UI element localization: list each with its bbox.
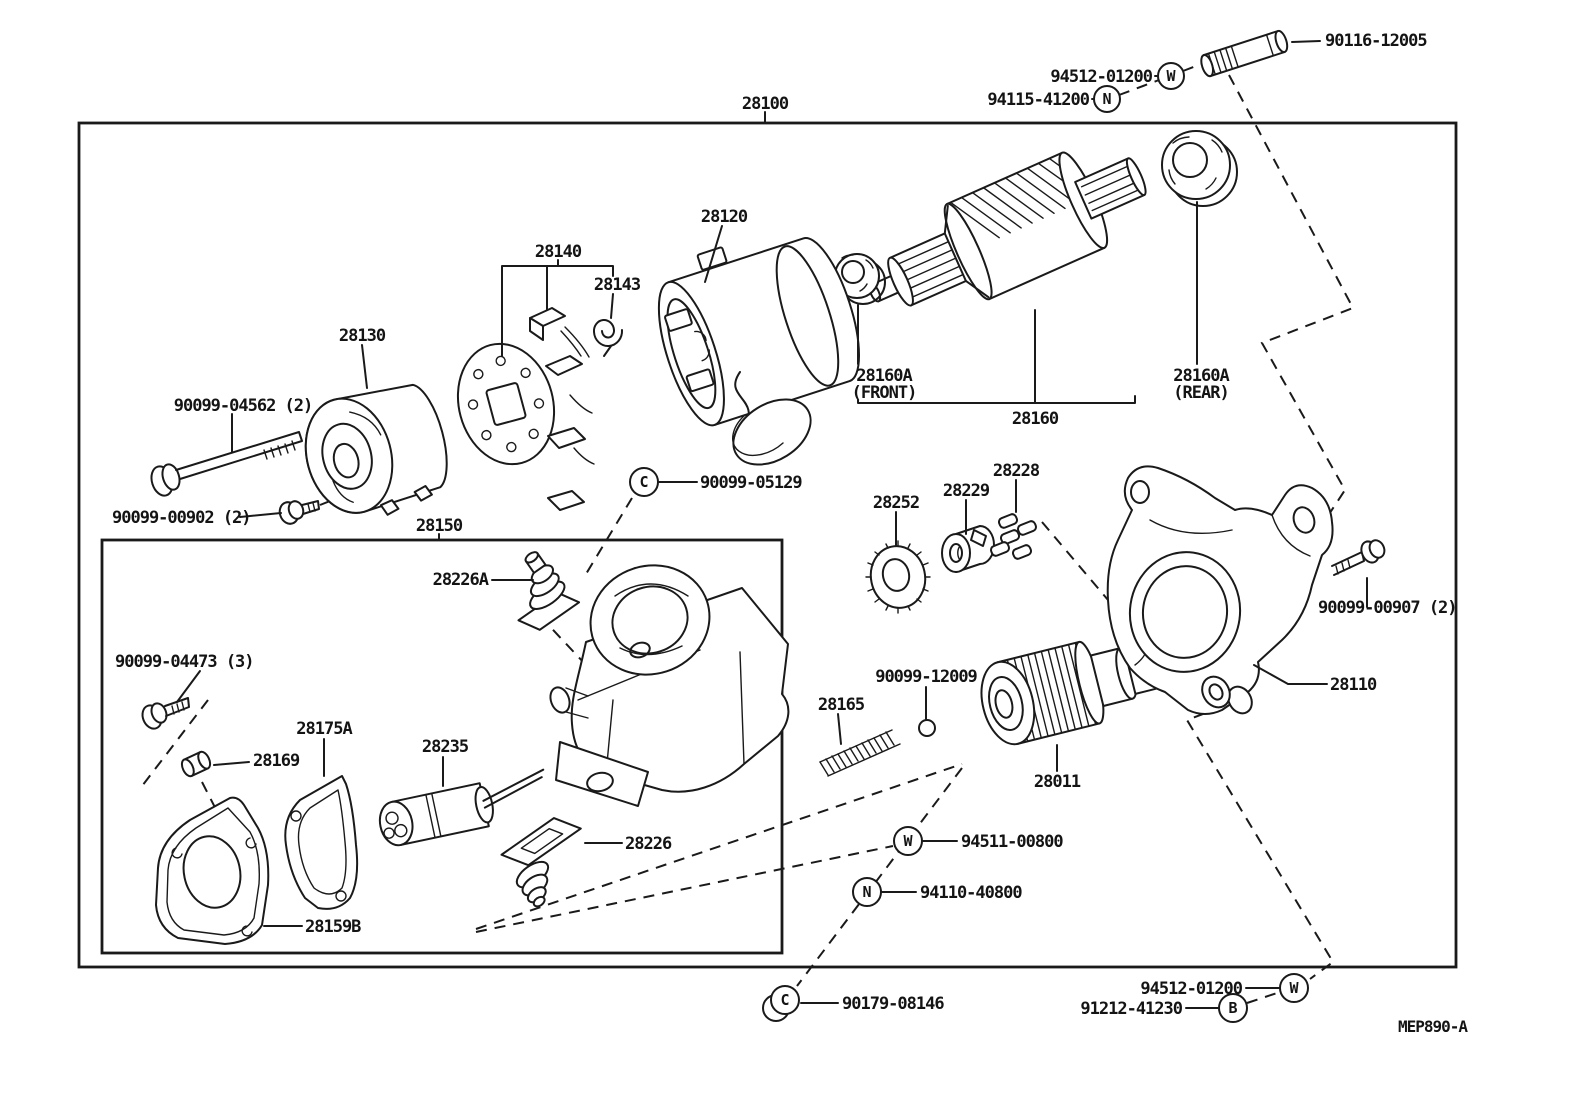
label-rollers: 28228 — [992, 461, 1040, 481]
label-bearing-front-1: 28160A — [856, 366, 912, 386]
label-through-bolt: 90099-04562 (2) — [173, 396, 313, 416]
label-terminal-a: 28226A — [432, 570, 488, 590]
label-bearing-rear-2: (REAR) — [1173, 383, 1229, 403]
screw-drawing — [277, 499, 319, 526]
washer-symbol-mid — [894, 827, 922, 855]
spring-drawing — [820, 730, 900, 776]
washer-symbol-top-letter: W — [1166, 67, 1176, 85]
label-bearing-rear-1: 28160A — [1173, 366, 1229, 386]
washer-symbol-bottom — [1280, 974, 1308, 1002]
clip-symbol-mid-letter: C — [639, 473, 649, 491]
bolt-three-drawing — [139, 698, 189, 731]
label-motor: 28235 — [421, 737, 469, 757]
nut-symbol-top — [1094, 86, 1120, 112]
label-bearing-bottom: 91212-41230 — [1080, 999, 1182, 1019]
label-gasket: 28175A — [296, 719, 352, 739]
through-bolt-drawing — [148, 432, 302, 498]
label-ball: 90099-12009 — [875, 667, 977, 687]
bearing-symbol-bottom-letter: B — [1228, 999, 1238, 1017]
terminal-a-drawing — [491, 547, 579, 637]
drive-housing-drawing — [1108, 466, 1333, 717]
label-terminal-b: 28226 — [625, 834, 672, 854]
nut-symbol-mid-letter: N — [862, 883, 872, 901]
label-sub-assembly: 28150 — [415, 516, 463, 536]
center-housing-drawing — [547, 550, 788, 806]
nut-symbol-mid — [853, 878, 881, 906]
label-spring: 28165 — [817, 695, 865, 715]
gear-drawing — [865, 541, 931, 613]
label-retainer: 28229 — [942, 481, 990, 501]
clip-symbol-bottom-letter: C — [780, 991, 790, 1009]
label-screw-small: 90099-00902 (2) — [112, 508, 251, 528]
nut-small-drawing — [180, 750, 213, 778]
label-clip-bottom: 90179-08146 — [842, 994, 944, 1014]
clip-symbol-mid — [630, 468, 658, 496]
label-brush-holder: 28140 — [534, 242, 582, 262]
terminal-b-drawing — [498, 809, 604, 910]
label-gear: 28252 — [872, 493, 920, 513]
label-end-plate: 28159B — [305, 917, 361, 937]
label-drive-housing: 28110 — [1330, 675, 1377, 695]
washer-symbol-top — [1158, 63, 1184, 89]
label-bolt-three: 90099-04473 (3) — [115, 652, 254, 672]
retainer-drawing — [942, 526, 994, 572]
rollers-drawing — [990, 513, 1037, 560]
label-nut-mid: 94110-40800 — [920, 883, 1022, 903]
clip-symbol-bottom — [763, 986, 799, 1021]
label-clip-mid: 90099-05129 — [700, 473, 802, 493]
field-frame-drawing — [640, 215, 872, 478]
label-assembly: 28100 — [741, 94, 789, 114]
label-bolt-two: 90099-00907 (2) — [1318, 598, 1457, 618]
end-plate-drawing — [156, 798, 268, 944]
label-nut-top: 94115-41200 — [987, 90, 1089, 110]
diagram-code: MEP890-A — [1398, 1017, 1468, 1036]
label-nut-small: 28169 — [253, 751, 300, 771]
label-armature: 28160 — [1011, 409, 1059, 429]
stud-drawing — [1199, 29, 1289, 77]
armature-drawing — [850, 127, 1162, 342]
washer-symbol-mid-letter: W — [903, 832, 913, 850]
label-bearing-front-2: (FRONT) — [851, 383, 917, 403]
gasket-drawing — [285, 776, 357, 909]
brush-holder-drawing — [445, 308, 622, 510]
label-brush-spring: 28143 — [593, 275, 641, 295]
rear-bearing-drawing — [1162, 131, 1237, 206]
label-washer-bottom: 94512-01200 — [1140, 979, 1242, 999]
nut-symbol-top-letter: N — [1102, 90, 1112, 108]
label-clutch: 28011 — [1033, 772, 1081, 792]
washer-symbol-bottom-letter: W — [1289, 979, 1299, 997]
ball-drawing — [919, 720, 935, 736]
label-washer-top: 94512-01200 — [1050, 67, 1152, 87]
label-end-cover: 28130 — [338, 326, 386, 346]
bolt-two-drawing — [1332, 538, 1387, 575]
label-washer-mid: 94511-00800 — [961, 832, 1063, 852]
label-field-frame: 28120 — [700, 207, 748, 227]
label-stud: 90116-12005 — [1325, 31, 1427, 51]
